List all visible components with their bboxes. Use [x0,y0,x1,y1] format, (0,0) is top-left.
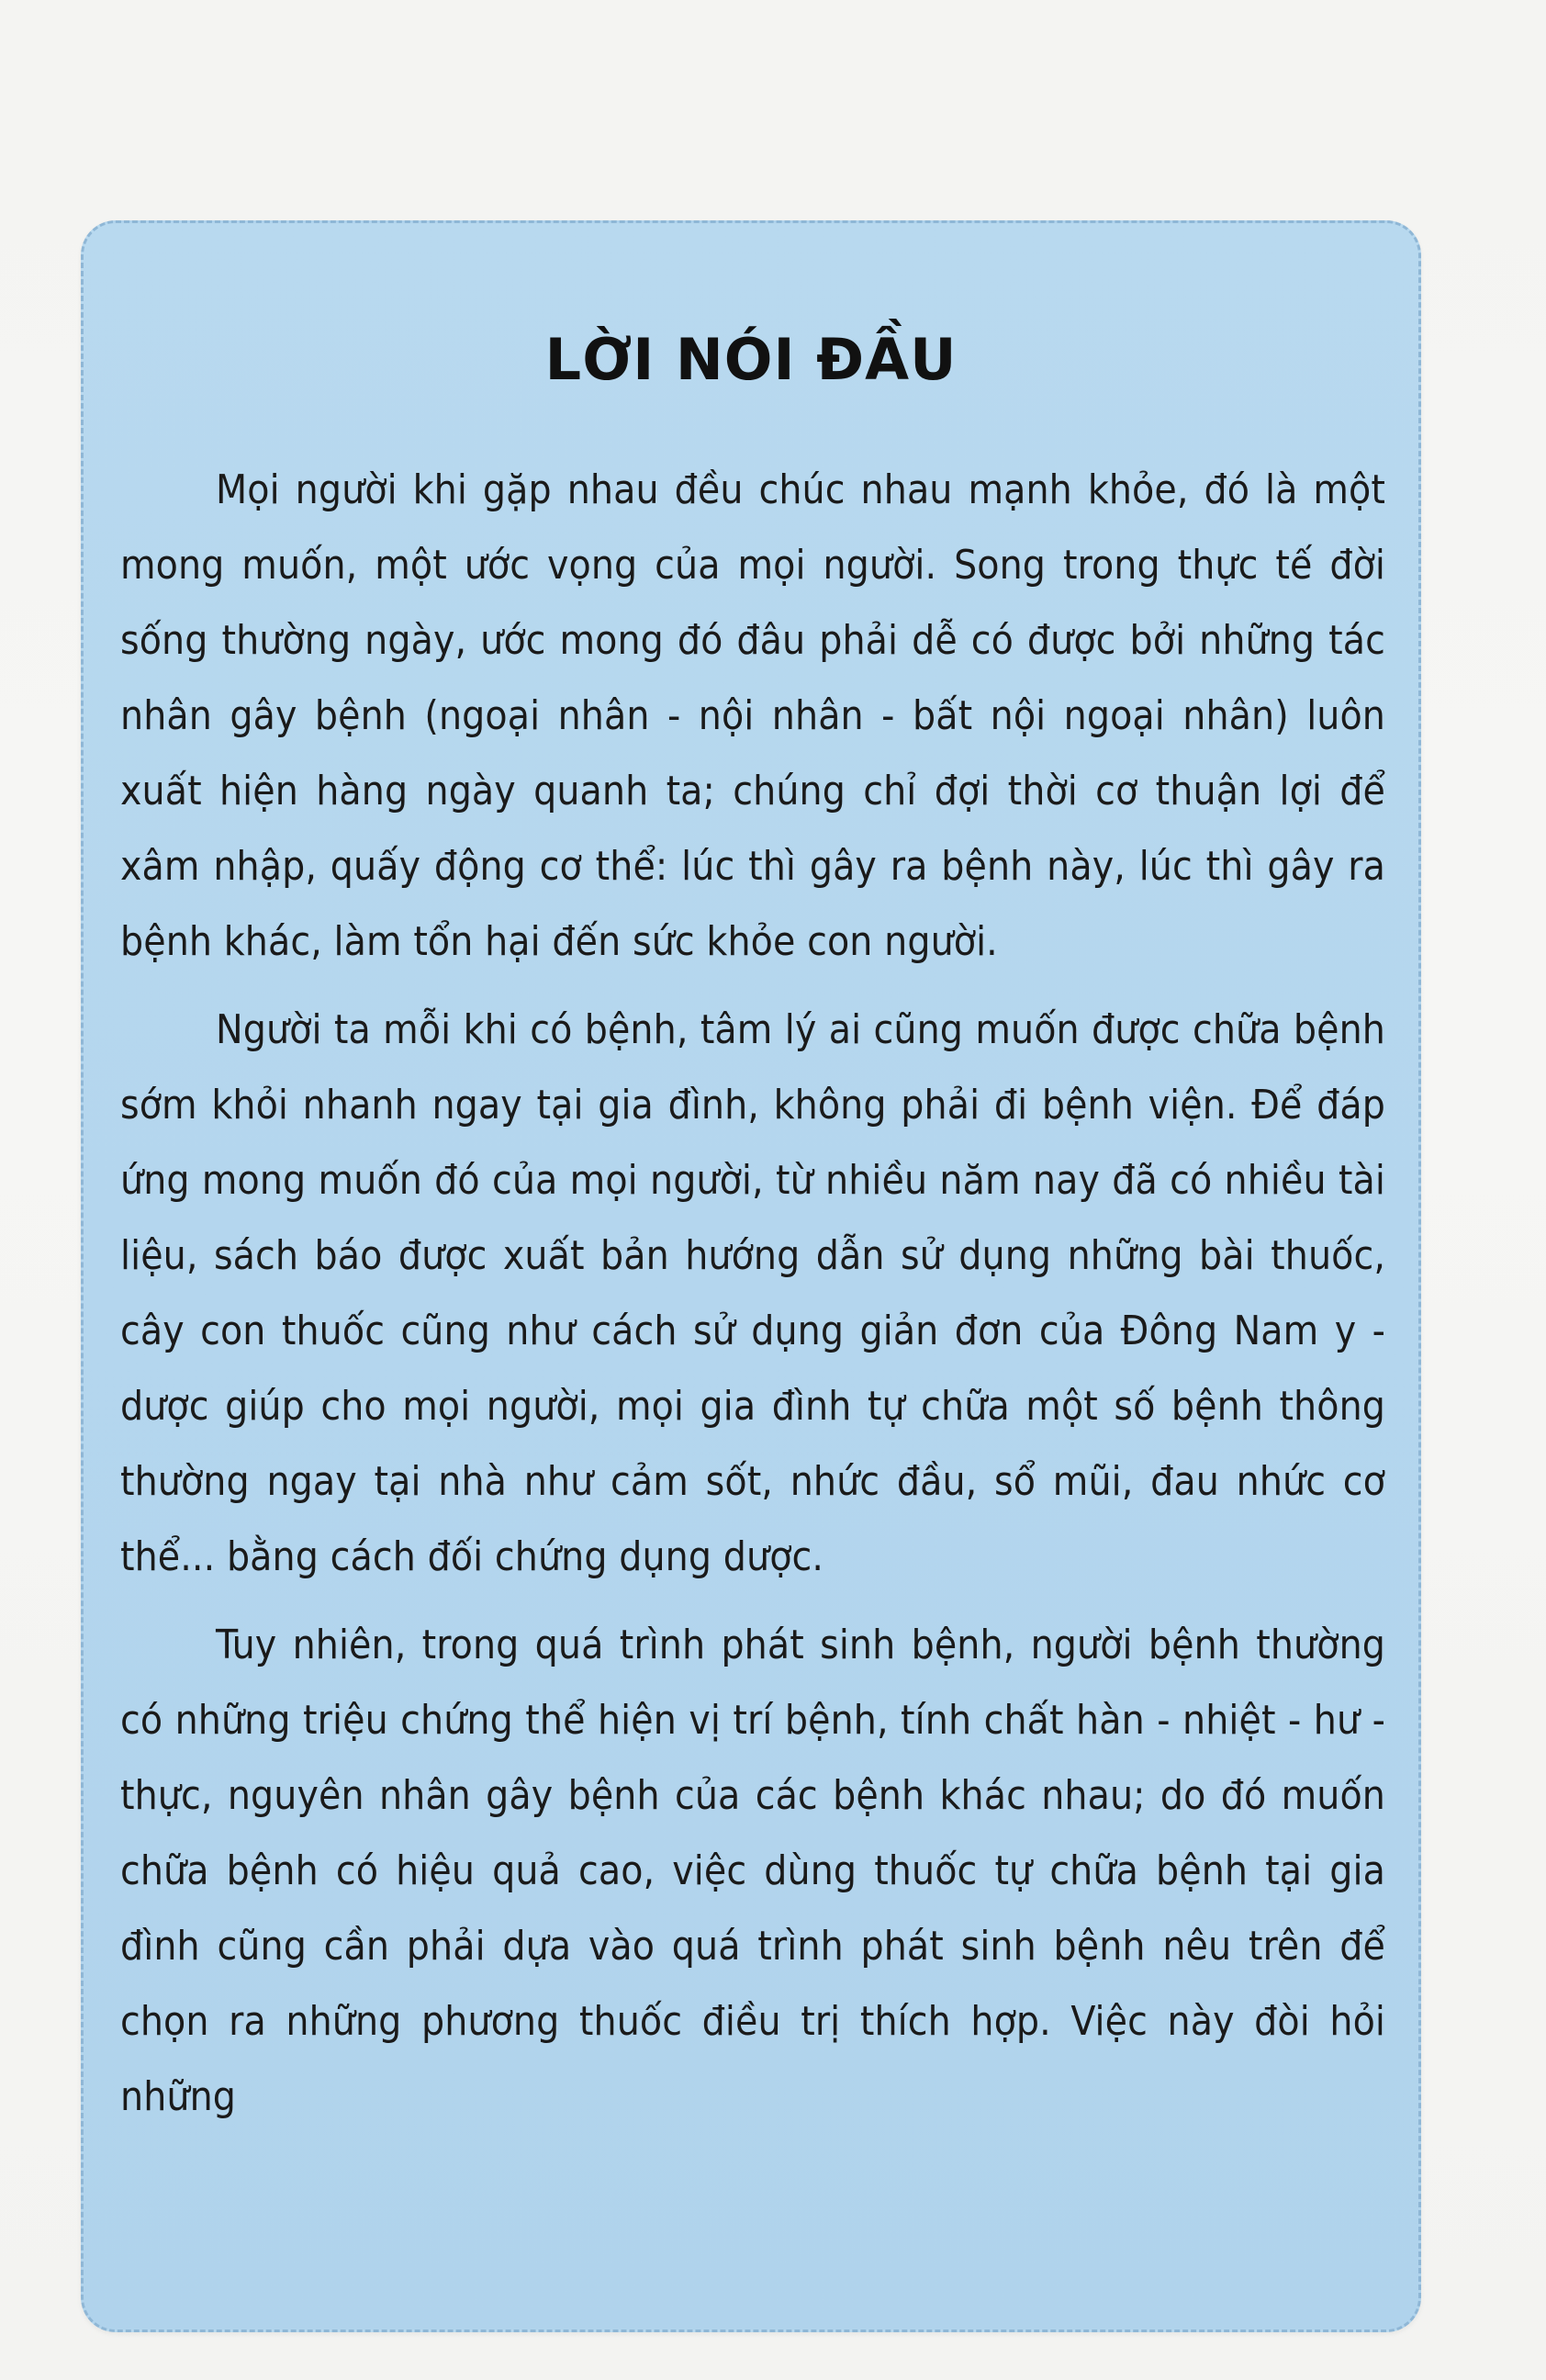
paragraph-1: Mọi người khi gặp nhau đều chúc nhau mạnh khỏe, đó là một mong muốn, một ước vọng của mọi người. Song trong thực tế đời sống thường ngày, ước mong đó đâu phải dễ có được bởi những tác nhân gây bệnh (ngoại nhân - nội nhân - bất nội ngoại nhân) luôn xuất hiện hàng ngày quanh ta; chúng chỉ đợi thời cơ thuận lợi để xâm nhập, quấy động cơ thể: lúc thì gây ra bệnh này, lúc thì gây ra bệnh khác, làm tổn hại đến sức khỏe con người. [120,466,1385,965]
running-head-bleedthrough [0,138,1546,165]
paragraph-3: Tuy nhiên, trong quá trình phát sinh bệnh, người bệnh thường có những triệu chứng thể hiện vị trí bệnh, tính chất hàn - nhiệt - hư - thực, nguyên nhân gây bệnh của các bệnh khác nhau; do đó muốn chữa bệnh có hiệu quả cao, việc dùng thuốc tự chữa bệnh tại gia đình cũng cần phải dựa vào quá trình phát sinh bệnh nêu trên để chọn ra những phương thuốc điều trị thích hợp. Việc này đòi hỏi những [120,1622,1385,2120]
preface-box [81,220,1421,2332]
paragraph-2: Người ta mỗi khi có bệnh, tâm lý ai cũng muốn được chữa bệnh sớm khỏi nhanh ngay tại gia đình, không phải đi bệnh viện. Để đáp ứng mong muốn đó của mọi người, từ nhiều năm nay đã có nhiều tài liệu, sách báo được xuất bản hướng dẫn sử dụng những bài thuốc, cây con thuốc cũng như cách sử dụng giản đơn của Đông Nam y - dược giúp cho mọi người, mọi gia đình tự chữa một số bệnh thông thường ngay tại nhà như cảm sốt, nhức đầu, sổ mũi, đau nhức cơ thể... bằng cách đối chứng dụng dược. [120,1006,1385,1580]
page-title: LỜI NÓI ĐẦU [544,326,958,393]
preface-body [120,453,1385,2148]
